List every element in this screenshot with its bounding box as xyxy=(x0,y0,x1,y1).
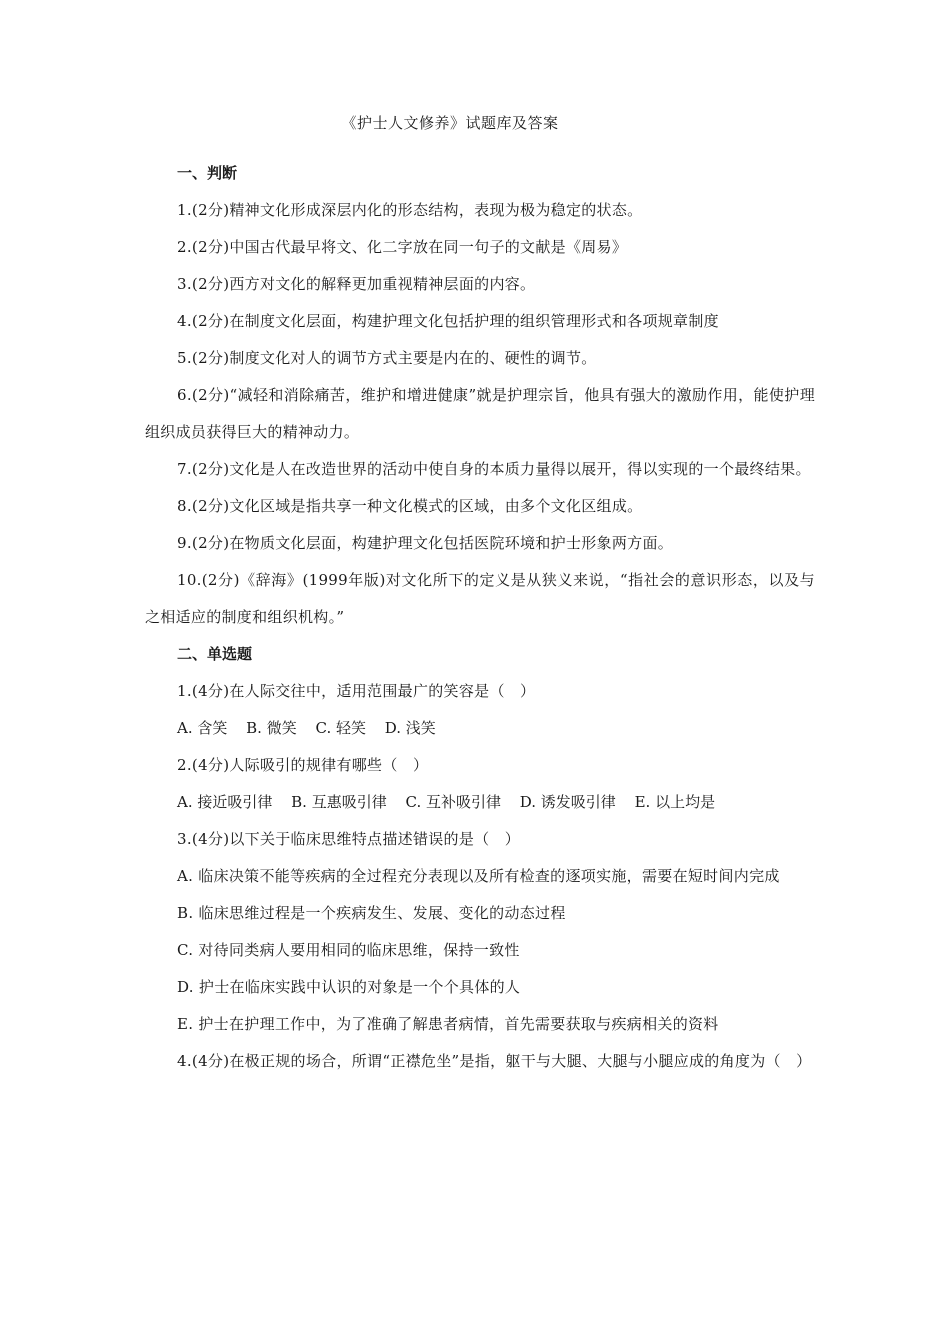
question-3-option-d: D. 护士在临床实践中认识的对象是一个个具体的人 xyxy=(177,978,521,996)
question-3-option-e: E. 护士在护理工作中，为了准确了解患者病情，首先需要获取与疾病相关的资料 xyxy=(177,1015,719,1033)
document-title: 《护士人文修养》试题库及答案 xyxy=(341,114,559,132)
question-2-options xyxy=(145,784,815,821)
judgement-item-5: 5.(2分)制度文化对人的调节方式主要是内在的、硬性的调节。 xyxy=(177,349,597,367)
question-1-option-a: A. 含笑 xyxy=(177,719,228,737)
question-1-options xyxy=(145,710,815,747)
question-2-option-c: C. 互补吸引律 xyxy=(405,793,501,811)
judgement-item-6: 6.(2分)“减轻和消除痛苦，维护和增进健康”就是护理宗旨，他具有强大的激励作用，能使护理组织成员获得巨大的精神动力。 xyxy=(145,386,815,441)
question-1-option-b: B. 微笑 xyxy=(246,719,297,737)
judgement-item-1: 1.(2分)精神文化形成深层内化的形态结构，表现为极为稳定的状态。 xyxy=(177,201,643,219)
question-2-option-a: A. 接近吸引律 xyxy=(177,793,273,811)
question-2-option-b: B. 互惠吸引律 xyxy=(291,793,387,811)
question-2-option-e: E. 以上均是 xyxy=(634,793,716,811)
section-heading-judgement: 一、判断 xyxy=(177,164,238,182)
judgement-item-9: 9.(2分)在物质文化层面，构建护理文化包括医院环境和护士形象两方面。 xyxy=(177,534,674,552)
question-3-option-c: C. 对待同类病人要用相同的临床思维，保持一致性 xyxy=(177,941,520,959)
judgement-item-8: 8.(2分)文化区域是指共享一种文化模式的区域，由多个文化区组成。 xyxy=(177,497,643,515)
question-1-stem: 1.(4分)在人际交往中，适用范围最广的笑容是（ ） xyxy=(177,682,536,700)
question-3-option-b: B. 临床思维过程是一个疾病发生、发展、变化的动态过程 xyxy=(177,904,566,922)
document-body xyxy=(145,155,815,1080)
judgement-item-10: 10.(2分)《辞海》(1999年版)对文化所下的定义是从狭义来说，“指社会的意识形态，以及与之相适应的制度和组织机构。” xyxy=(145,571,815,626)
question-4-stem: 4.(4分)在极正规的场合，所谓“正襟危坐”是指，躯干与大腿、大腿与小腿应成的角度为（ ） xyxy=(177,1052,812,1070)
question-3-option-a: A. 临床决策不能等疾病的全过程充分表现以及所有检查的逐项实施，需要在短时间内完成 xyxy=(177,867,780,885)
question-1-option-d: D. 浅笑 xyxy=(384,719,436,737)
judgement-item-7: 7.(2分)文化是人在改造世界的活动中使自身的本质力量得以展开，得以实现的一个最终结果。 xyxy=(177,460,811,478)
question-2-stem: 2.(4分)人际吸引的规律有哪些（ ） xyxy=(177,756,429,774)
judgement-item-2: 2.(2分)中国古代最早将文、化二字放在同一句子的文献是《周易》 xyxy=(177,238,628,256)
section-heading-single-choice: 二、单选题 xyxy=(177,645,253,663)
question-1-option-c: C. 轻笑 xyxy=(315,719,366,737)
question-3-stem: 3.(4分)以下关于临床思维特点描述错误的是（ ） xyxy=(177,830,521,848)
judgement-item-3: 3.(2分)西方对文化的解释更加重视精神层面的内容。 xyxy=(177,275,536,293)
question-2-option-d: D. 诱发吸引律 xyxy=(519,793,616,811)
judgement-item-4: 4.(2分)在制度文化层面，构建护理文化包括护理的组织管理形式和各项规章制度 xyxy=(177,312,719,330)
